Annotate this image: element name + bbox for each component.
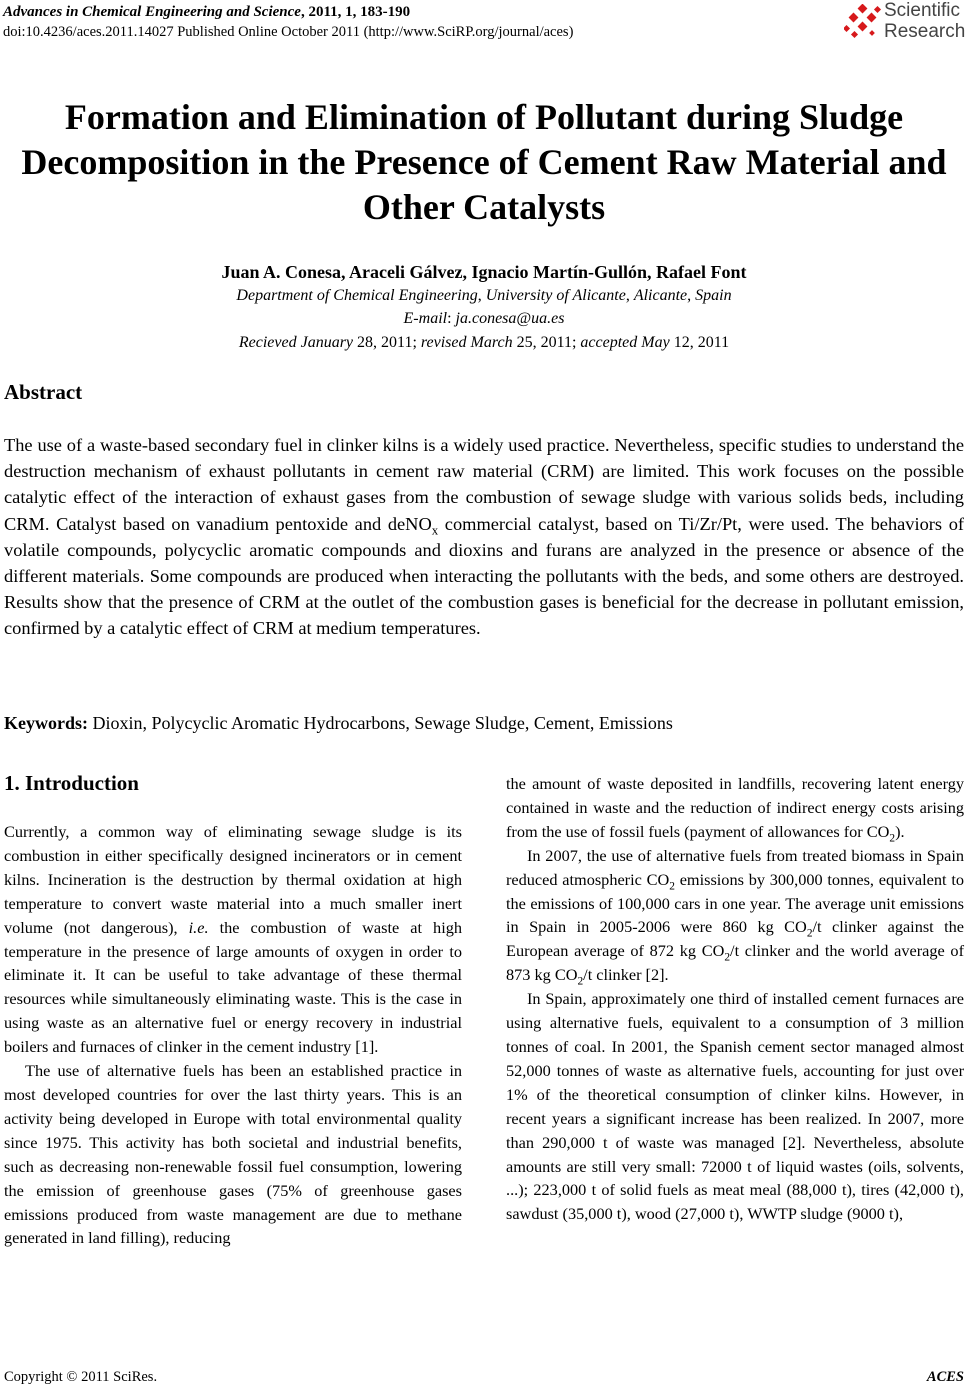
email-address[interactable]: ja.conesa@ua.es bbox=[455, 310, 565, 327]
doi-line: doi:10.4236/aces.2011.14027 Published Online October 2011 (http://www.SciRP.org/journal/aces) bbox=[3, 24, 574, 40]
affiliation: Department of Chemical Engineering, University of Alicante, Alicante, Spain bbox=[236, 287, 732, 304]
affiliation-department: Department of Chemical Engineering bbox=[236, 287, 478, 304]
keywords bbox=[4, 711, 673, 735]
paragraph: In 2007, the use of alternative fuels from treated biomass in Spain reduced atmospheric $CO_2$ emissions by 300,000 tonnes, equivalent to the emissions of 100,000 cars in one year. The average unit emissions in Spain in 2005-2006 were 860 kg $CO_2/t$ clinker against the European average of 872 kg $CO_2/t$ clinker and the world average of 873 kg $CO_2/t$ clinker [2]. bbox=[506, 845, 965, 988]
publisher-logo bbox=[844, 0, 966, 44]
abstract-heading: Abstract bbox=[4, 380, 83, 404]
journal-header bbox=[3, 3, 410, 21]
paragraph: The use of alternative fuels has been an established practice in most developed countries for over the last thirty years. This is an activity being developed in Europe with total environmental quality since 1975. This activity has both societal and industrial benefits, such as decreasing non-renewable fossil fuel consumption, lowering the emission of greenhouse gases (75% of greenhouse gases emissions produced from waste management are due to methane generated in land filling), reducing bbox=[4, 1061, 462, 1248]
affiliation-city: Alicante bbox=[633, 287, 688, 304]
submission-dates: Recieved January 28, 2011; revised March 25, 2011; accepted May 12, 2011 bbox=[238, 334, 730, 351]
journal-abbreviation: ACES bbox=[926, 1369, 964, 1385]
affiliation-university: University of Alicante bbox=[485, 287, 626, 304]
abstract-text: The use of a waste-based secondary fuel in clinker kilns is a widely used practice. Nevertheless, specific studies to understand the destruction mechanism of exhaust pollutants in cement raw material (CRM) are limited. This work focuses on the possible catalytic effect of the interaction of exhaust gases from the combustion of sewage sludge with various solids beds, including CRM. Catalyst based on vanadium pentoxide and deNO$_x$ commercial catalyst, based on Ti/Zr/Pt, were used. The behaviors of volatile compounds, polycyclic aromatic compounds and dioxins and furans are analyzed in the presence or absence of the different materials. Some compounds are produced when interacting the pollutants with the beds, and some others are destroyed. Results show that the presence of CRM at the outlet of the combustion gases is beneficial for the decrease in pollutant emission, confirmed by a catalytic effect of CRM at medium temperatures. bbox=[4, 435, 965, 639]
paragraph: the amount of waste deposited in landfills, recovering latent energy contained in waste and the reduction of indirect energy costs arising from the use of fossil fuels (payment of allowances for $CO_2$). bbox=[506, 774, 964, 845]
copyright: Copyright © 2011 SciRes. bbox=[4, 1369, 158, 1385]
logo-text-line1: Scientific bbox=[884, 0, 961, 21]
left-column bbox=[4, 820, 462, 1250]
journal-issue: , 2011, 1, 183-190 bbox=[300, 4, 411, 20]
affiliation-country: Spain bbox=[695, 287, 732, 304]
keywords-values: Dioxin, Polycyclic Aromatic Hydrocarbons, Sewage Sludge, Cement, Emissions bbox=[88, 713, 673, 733]
email-line: E-mail: ja.conesa@ua.es bbox=[403, 310, 565, 327]
section-heading-introduction: 1. Introduction bbox=[4, 771, 139, 795]
journal-name: Advances in Chemical Engineering and Science bbox=[3, 4, 301, 20]
scientific-research-logo-icon bbox=[844, 4, 882, 40]
logo-text-line2: Research bbox=[884, 21, 966, 42]
paragraph: In Spain, approximately one third of installed cement furnaces are using alternative fuels, equivalent to a consumption of 3 million tonnes of coal. In 2001, the Spanish cement sector managed almost 52,000 tonnes of waste as alternative fuels, accounting for just over 1% of the theoretical consumption of clinker kilns. However, in recent years a significant increase has been realized. In 2007, more than 290,000 t of waste was managed [2]. Nevertheless, absolute amounts are still very small: 72000 t of liquid wastes (oils, solvents, ...); 223,000 t of solid fuels as meat meal (88,000 t), tires (42,000 t), sawdust (35,000 t), wood (27,000 t), WWTP sludge (9000 t), bbox=[506, 989, 964, 1224]
paragraph: Currently, a common way of eliminating sewage sludge is its combustion in either specifically designed incinerators or in cement kilns. Incineration is the destruction by thermal oxidation at high temperature to convert waste material into a much smaller inert volume (not dangerous), i.e. the combustion of waste at high temperature in the presence of large amounts of oxygen in order to eliminate it. It can be useful to take advantage of these thermal resources while simultaneously eliminating waste. This is the case in using waste as an alternative fuel or energy recovery in industrial boilers and furnaces of clinker in the cement industry [1]. bbox=[4, 822, 462, 1057]
keywords-label: Keywords: bbox=[4, 713, 88, 733]
paper-title: Formation and Elimination of Pollutant during Sludge Decomposition in the Presence of Cement Raw Material and Other Catalysts bbox=[21, 97, 947, 227]
right-column bbox=[506, 772, 964, 1226]
author-list: Juan A. Conesa, Araceli Gálvez, Ignacio Martín-Gullón, Rafael Font bbox=[221, 262, 747, 282]
